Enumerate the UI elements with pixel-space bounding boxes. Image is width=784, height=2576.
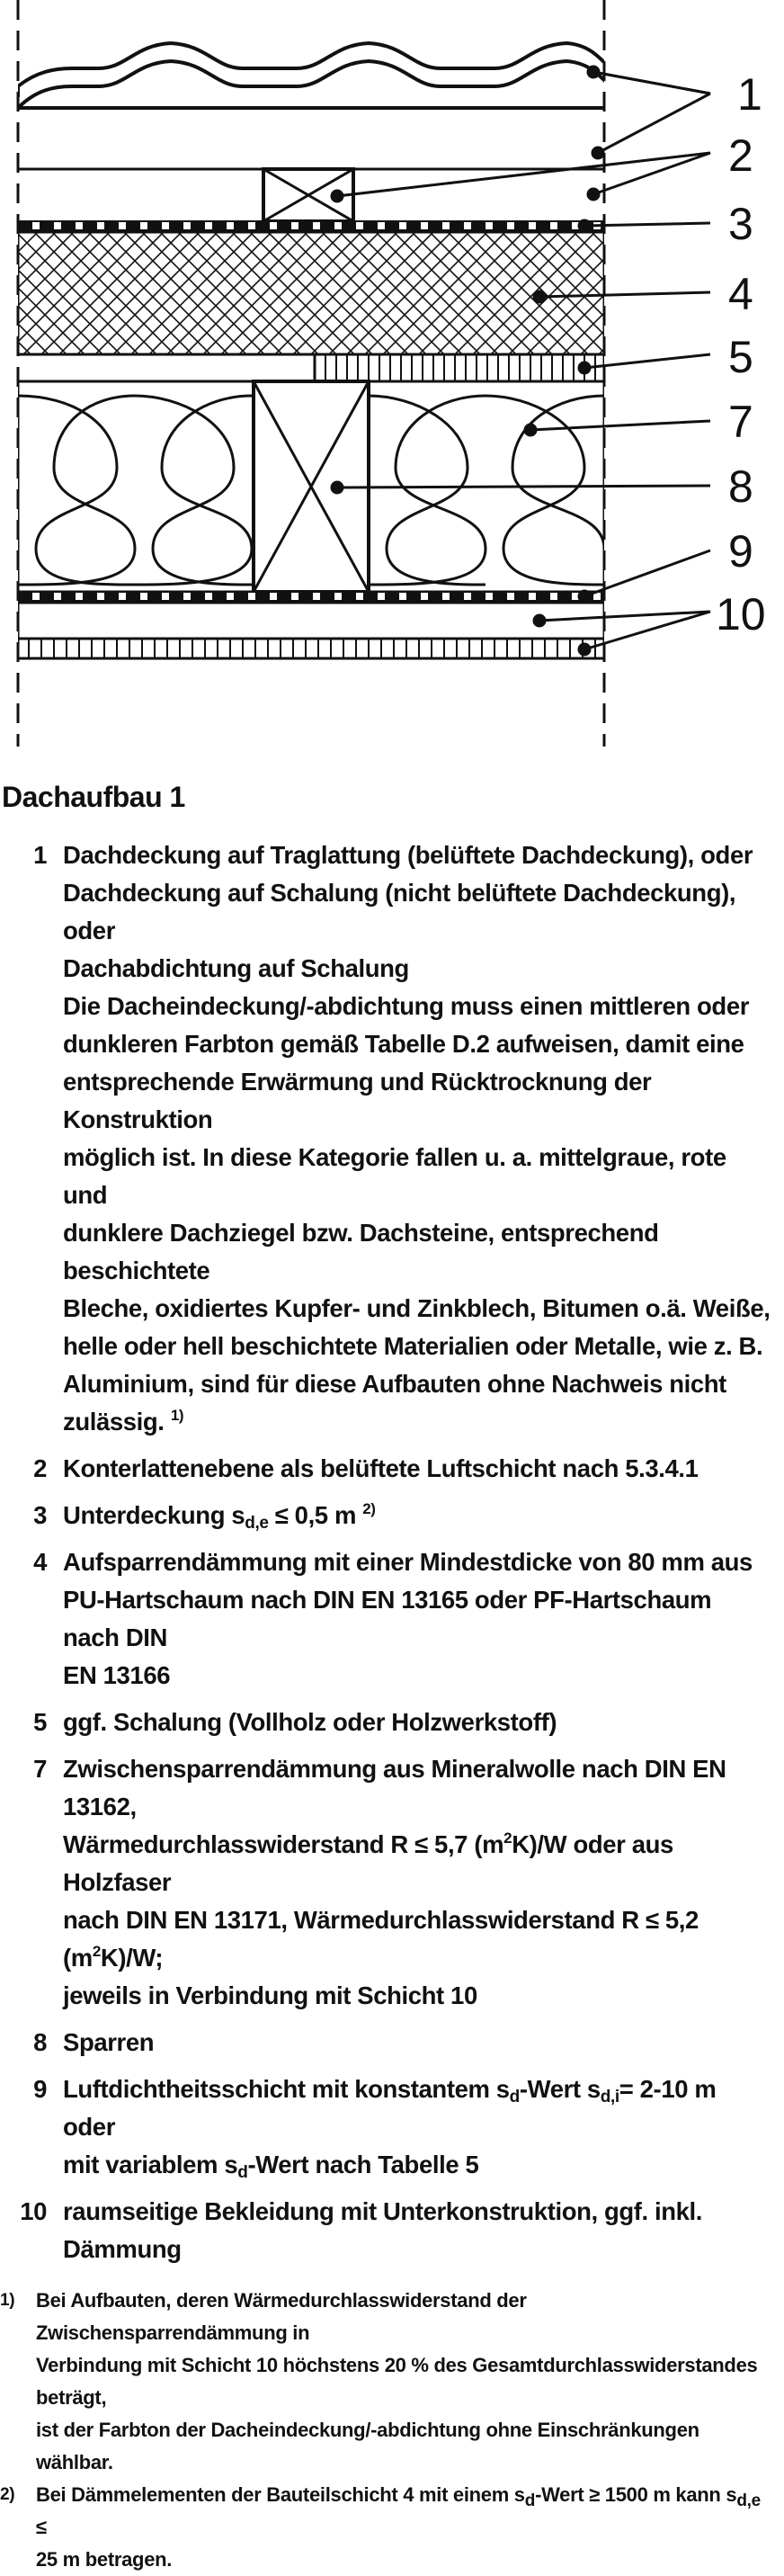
footnote-2 xyxy=(0,2479,784,2576)
item-line: Dachdeckung auf Traglattung (belüftete Dachdeckung), oder xyxy=(63,841,753,869)
item-line: EN 13166 xyxy=(63,1661,171,1689)
footnote-line: Verbindung mit Schicht 10 höchstens 20 % des Gesamtdurchlasswiderstandes beträgt, xyxy=(36,2354,758,2409)
item-text: -Wert s xyxy=(519,2075,601,2103)
legend-text-area xyxy=(0,781,784,2576)
item-text: mit variablem s xyxy=(63,2151,238,2178)
legend-item-10 xyxy=(0,2193,784,2268)
item-line: dunkleren Farbton gemäß Tabelle D.2 aufweisen, damit eine xyxy=(63,1030,744,1058)
footnote-text: Bei Dämmelementen der Bauteilschicht 4 mit einem s xyxy=(36,2483,525,2506)
footnote-text: -Wert ≥ 1500 m kann s xyxy=(535,2483,737,2506)
label-10: 10 xyxy=(716,589,766,640)
item-line: Dachabdichtung auf Schalung xyxy=(63,954,409,982)
legend-item-4 xyxy=(0,1543,784,1695)
legend-item-7 xyxy=(0,1750,784,2015)
item-line: dunklere Dachziegel bzw. Dachsteine, entsprechend beschichtete xyxy=(63,1219,659,1284)
item-text: K)/W oder aus Holzfaser xyxy=(63,1830,673,1896)
subscript: d,i xyxy=(600,2088,619,2106)
item-text: ≤ 0,5 m xyxy=(268,1501,363,1529)
section-title: Dachaufbau 1 xyxy=(2,781,185,813)
label-1: 1 xyxy=(737,69,762,120)
label-9: 9 xyxy=(728,526,753,577)
roof-section-diagram xyxy=(0,0,784,747)
footnote-1 xyxy=(0,2285,784,2479)
legend-item-9 xyxy=(0,2071,784,2184)
label-3: 3 xyxy=(728,199,753,249)
footnotes xyxy=(0,2285,784,2576)
footnote-mark: 1) xyxy=(0,2291,15,2310)
item-line: Dachdeckung auf Schalung (nicht belüftete Dachdeckung), oder xyxy=(63,879,736,944)
item-line: PU-Hartschaum nach DIN EN 13165 oder PF-Hartschaum nach DIN xyxy=(63,1586,712,1651)
item-number: 8 xyxy=(33,2028,47,2056)
legend-item-5 xyxy=(0,1704,784,1741)
legend-item-1 xyxy=(0,836,784,1441)
footnote-mark: 2) xyxy=(0,2485,15,2504)
label-7: 7 xyxy=(728,397,753,447)
subscript: d xyxy=(237,2163,248,2182)
legend-item-3 xyxy=(0,1497,784,1534)
item-number: 3 xyxy=(33,1501,47,1529)
item-line: möglich ist. In diese Kategorie fallen u. a. mittelgraue, rote und xyxy=(63,1143,726,1209)
item-text: Unterdeckung s xyxy=(63,1501,245,1529)
item-number: 4 xyxy=(33,1548,47,1576)
label-2: 2 xyxy=(728,130,753,181)
superscript: 2 xyxy=(503,1829,512,1847)
item-line: Zwischensparrendämmung aus Mineralwolle nach DIN EN 13162, xyxy=(63,1755,726,1820)
rigid-foam-insulation xyxy=(18,232,604,354)
footnote-line: Bei Aufbauten, deren Wärmedurchlasswiderstand der Zwischensparrendämmung in xyxy=(36,2289,527,2344)
item-text: Wärmedurchlasswiderstand R ≤ 5,7 (m xyxy=(63,1830,504,1858)
label-4: 4 xyxy=(728,269,753,319)
interior-lining-bottom xyxy=(18,639,604,658)
item-line: jeweils in Verbindung mit Schicht 10 xyxy=(63,1981,477,2009)
item-number: 10 xyxy=(20,2197,47,2225)
roof-section-svg xyxy=(0,0,784,747)
subscript: d,e xyxy=(736,2491,761,2510)
item-line: helle oder hell beschichtete Materialien oder Metalle, wie z. B. xyxy=(63,1332,763,1360)
label-8: 8 xyxy=(728,461,753,512)
footnote-line: 25 m betragen. xyxy=(36,2548,173,2571)
footnote-text: ≤ xyxy=(36,2516,47,2538)
item-text: = 2-10 m oder xyxy=(63,2075,717,2141)
item-number: 1 xyxy=(33,841,47,869)
item-line: Aufsparrendämmung mit einer Mindestdicke von 80 mm aus xyxy=(63,1548,753,1576)
item-line: Die Dacheindeckung/-abdichtung muss einen mittleren oder xyxy=(63,992,750,1020)
item-line: raumseitige Bekleidung mit Unterkonstruktion, ggf. inkl. xyxy=(63,2197,703,2225)
subscript: d xyxy=(524,2491,536,2510)
item-line: Dämmung xyxy=(63,2235,182,2263)
item-line: Aluminium, sind für diese Aufbauten ohne Nachweis nicht xyxy=(63,1370,726,1398)
roof-tiles xyxy=(18,43,611,97)
item-line: ggf. Schalung (Vollholz oder Holzwerkstoff) xyxy=(63,1708,557,1736)
footnote-ref: 1) xyxy=(170,1407,184,1424)
item-line: Konterlattenebene als belüftete Luftschicht nach 5.3.4.1 xyxy=(63,1454,699,1482)
subscript: d,e xyxy=(245,1514,269,1533)
item-number: 2 xyxy=(33,1454,47,1482)
item-line: zulässig. xyxy=(63,1408,165,1436)
superscript: 2 xyxy=(92,1943,101,1960)
item-line: Bleche, oxidiertes Kupfer- und Zinkblech, Bitumen o.ä. Weiße, xyxy=(63,1294,771,1322)
item-number: 9 xyxy=(33,2075,47,2103)
item-text: Luftdichtheitsschicht mit konstantem s xyxy=(63,2075,510,2103)
item-text: -Wert nach Tabelle 5 xyxy=(247,2151,479,2178)
interior-lining-top xyxy=(18,603,604,639)
subscript: d xyxy=(509,2088,520,2106)
item-line: entsprechende Erwärmung und Rücktrocknung der Konstruktion xyxy=(63,1068,652,1133)
item-text: K)/W; xyxy=(100,1944,164,1972)
label-5: 5 xyxy=(728,332,753,382)
footnote-line: ist der Farbton der Dacheindeckung/-abdichtung ohne Einschränkungen wählbar. xyxy=(36,2419,699,2473)
legend-item-8 xyxy=(0,2024,784,2062)
item-line: Sparren xyxy=(63,2028,155,2056)
item-number: 5 xyxy=(33,1708,47,1736)
footnote-ref: 2) xyxy=(362,1500,376,1517)
legend-item-2 xyxy=(0,1450,784,1488)
item-number: 7 xyxy=(33,1755,47,1783)
item-text: nach DIN EN 13171, Wärmedurchlasswiderstand R ≤ 5,2 (m xyxy=(63,1906,699,1972)
